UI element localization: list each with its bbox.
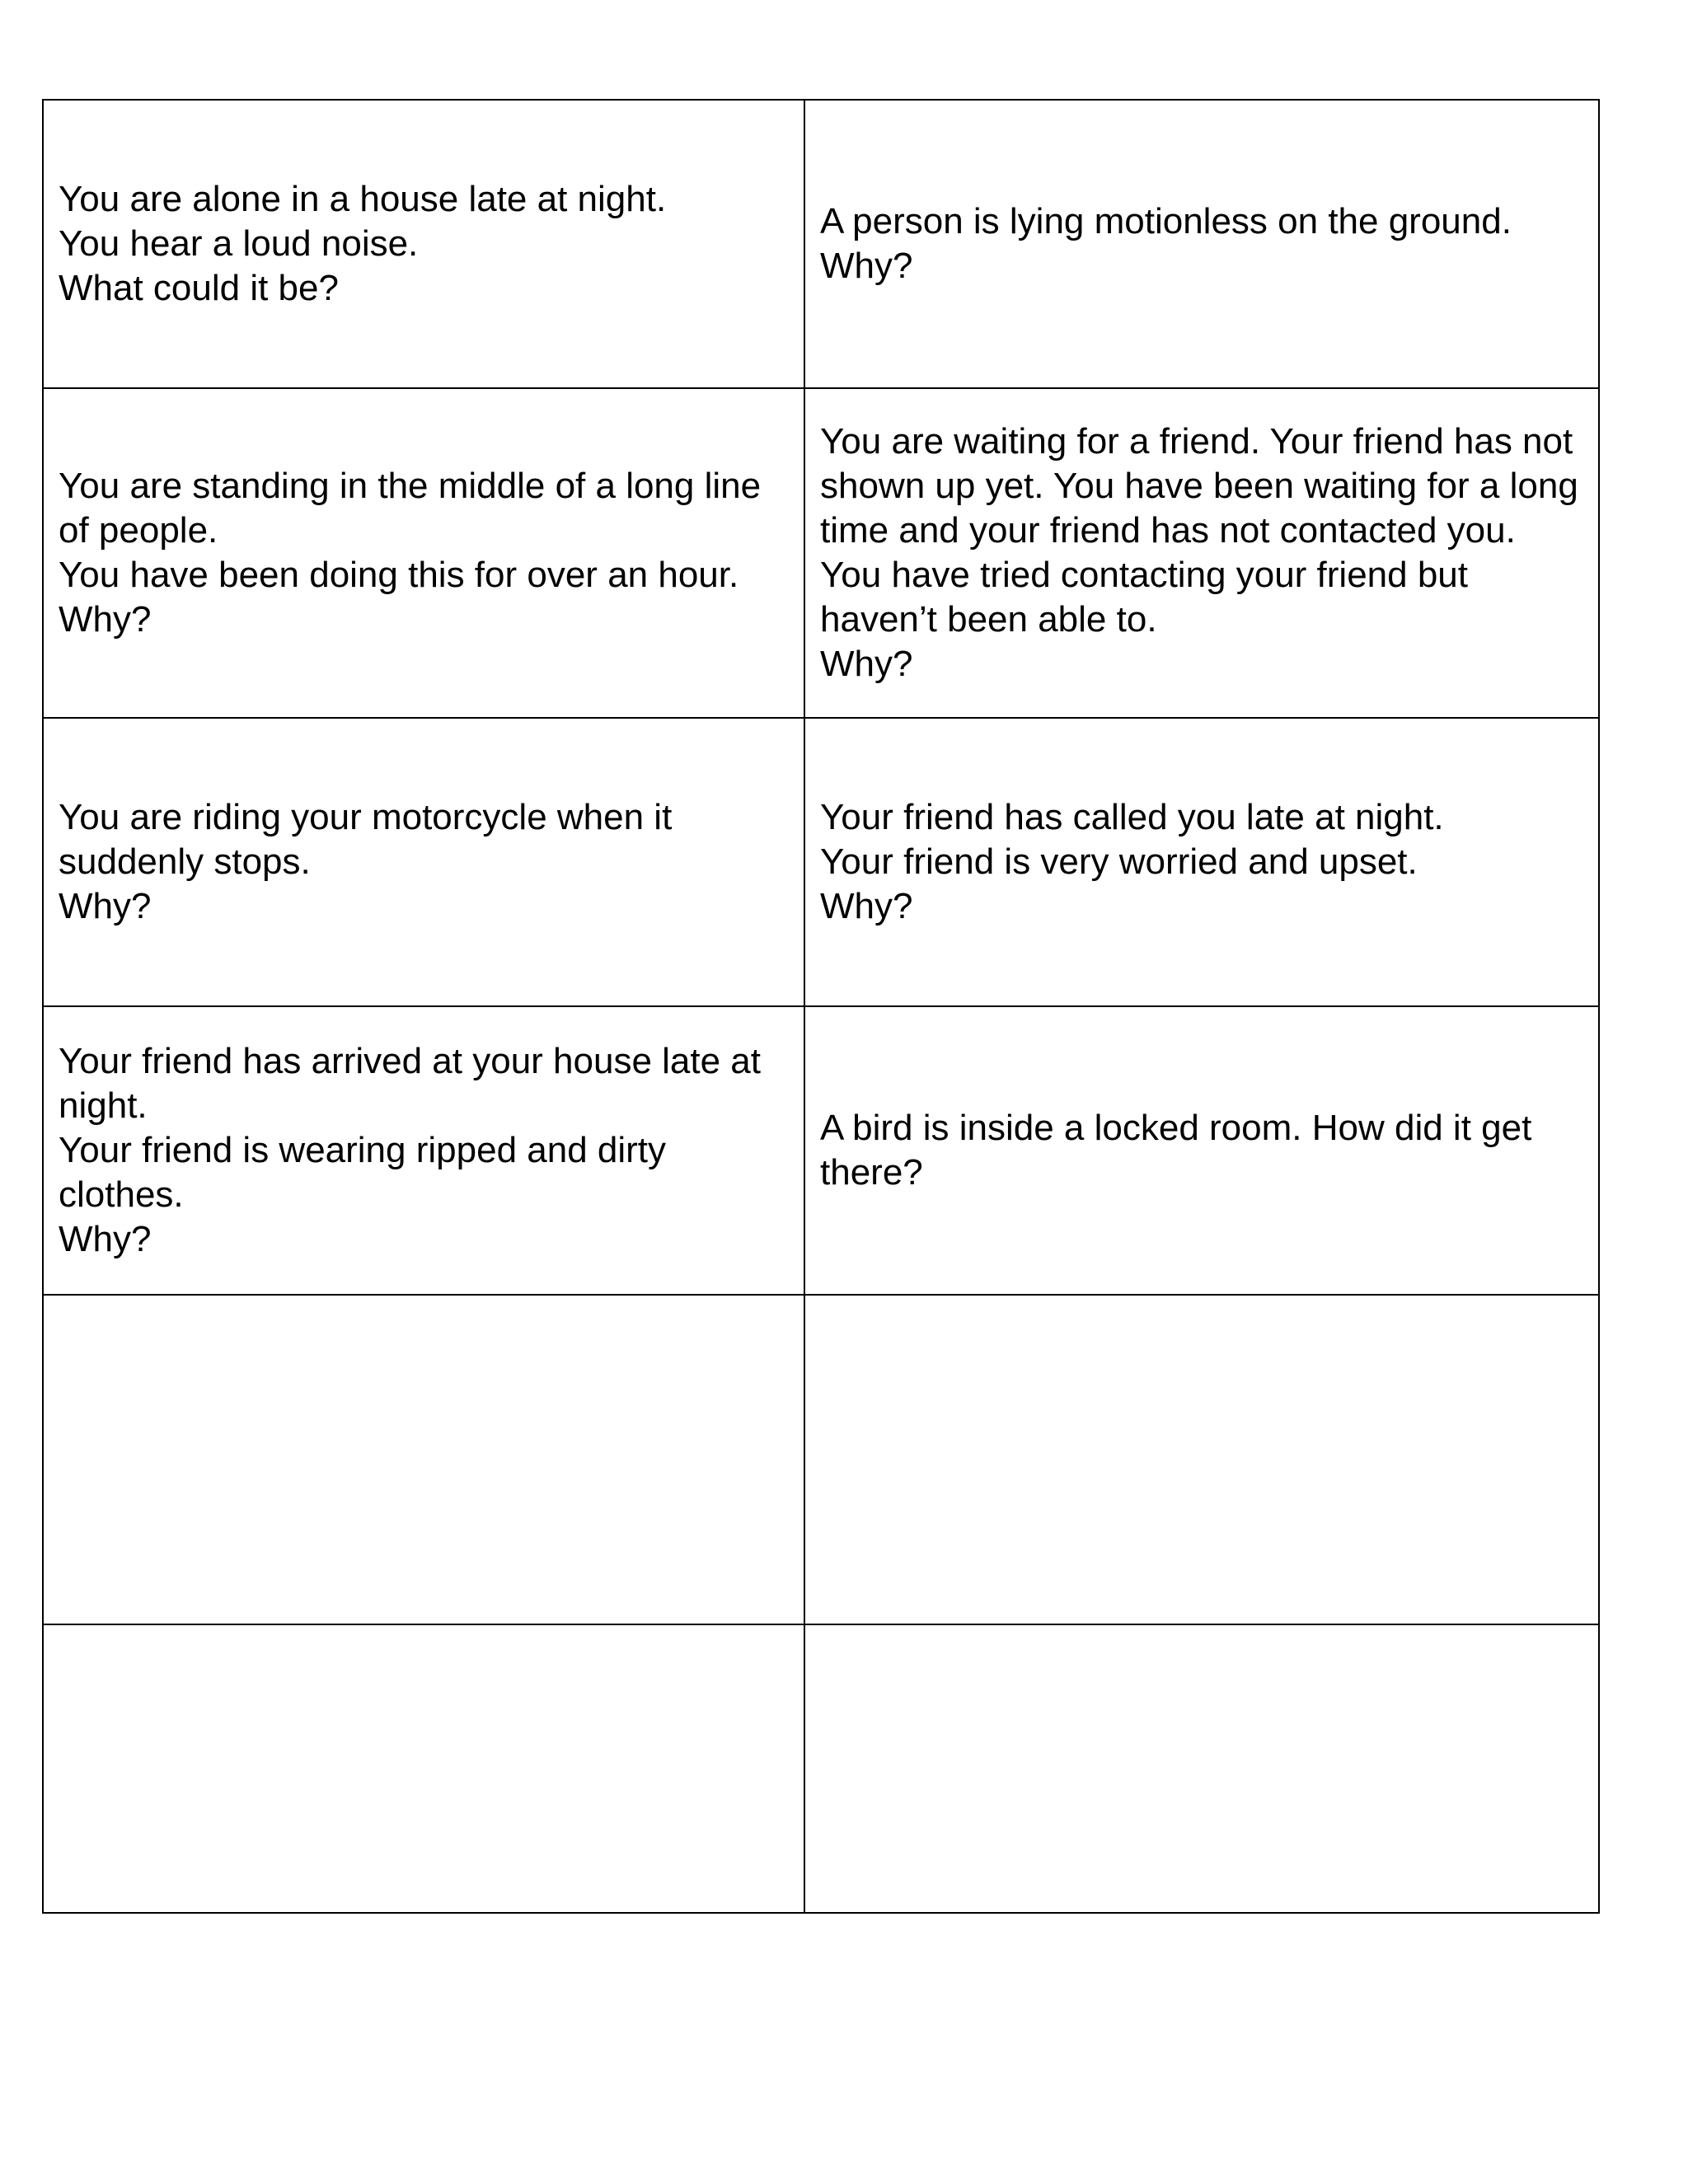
blank-card	[804, 1295, 1599, 1624]
scenario-card	[804, 388, 1599, 718]
scenario-card	[804, 100, 1599, 388]
blank-card	[43, 1295, 804, 1624]
scenario-card-text: Your friend has arrived at your house late at night. Your friend is wearing ripped and dirty clothes. Why?	[59, 1041, 762, 1259]
scenario-card-text: You are riding your motorcycle when it suddenly stops. Why?	[59, 797, 673, 926]
scenario-card	[43, 1006, 804, 1295]
scenario-card	[43, 100, 804, 388]
scenario-card	[43, 388, 804, 718]
card-row	[43, 100, 1599, 388]
card-row	[43, 1006, 1599, 1295]
scenario-card-text: You are waiting for a friend. Your friend has not shown up yet. You have been waiting for a long time and your friend has not contacted you. You have tried contacting your friend but haven’t been able to. Why?	[820, 421, 1578, 684]
scenario-card-text: Your friend has called you late at night. Your friend is very worried and upset. Why?	[820, 797, 1444, 926]
scenario-card-text: A person is lying motionless on the ground. Why?	[820, 201, 1512, 286]
card-row	[43, 718, 1599, 1006]
scenario-card-text: A bird is inside a locked room. How did it get there?	[820, 1108, 1532, 1193]
card-row	[43, 1295, 1599, 1624]
scenario-card	[43, 718, 804, 1006]
card-row	[43, 1624, 1599, 1913]
scenario-card-text: You are standing in the middle of a long line of people. You have been doing this for over an hour. Why?	[59, 466, 762, 640]
scenario-card-grid	[42, 99, 1600, 1914]
scenario-card	[804, 1006, 1599, 1295]
blank-card	[43, 1624, 804, 1913]
blank-card	[804, 1624, 1599, 1913]
scenario-card-text: You are alone in a house late at night. You hear a loud noise. What could it be?	[59, 179, 667, 308]
scenario-card	[804, 718, 1599, 1006]
card-row	[43, 388, 1599, 718]
